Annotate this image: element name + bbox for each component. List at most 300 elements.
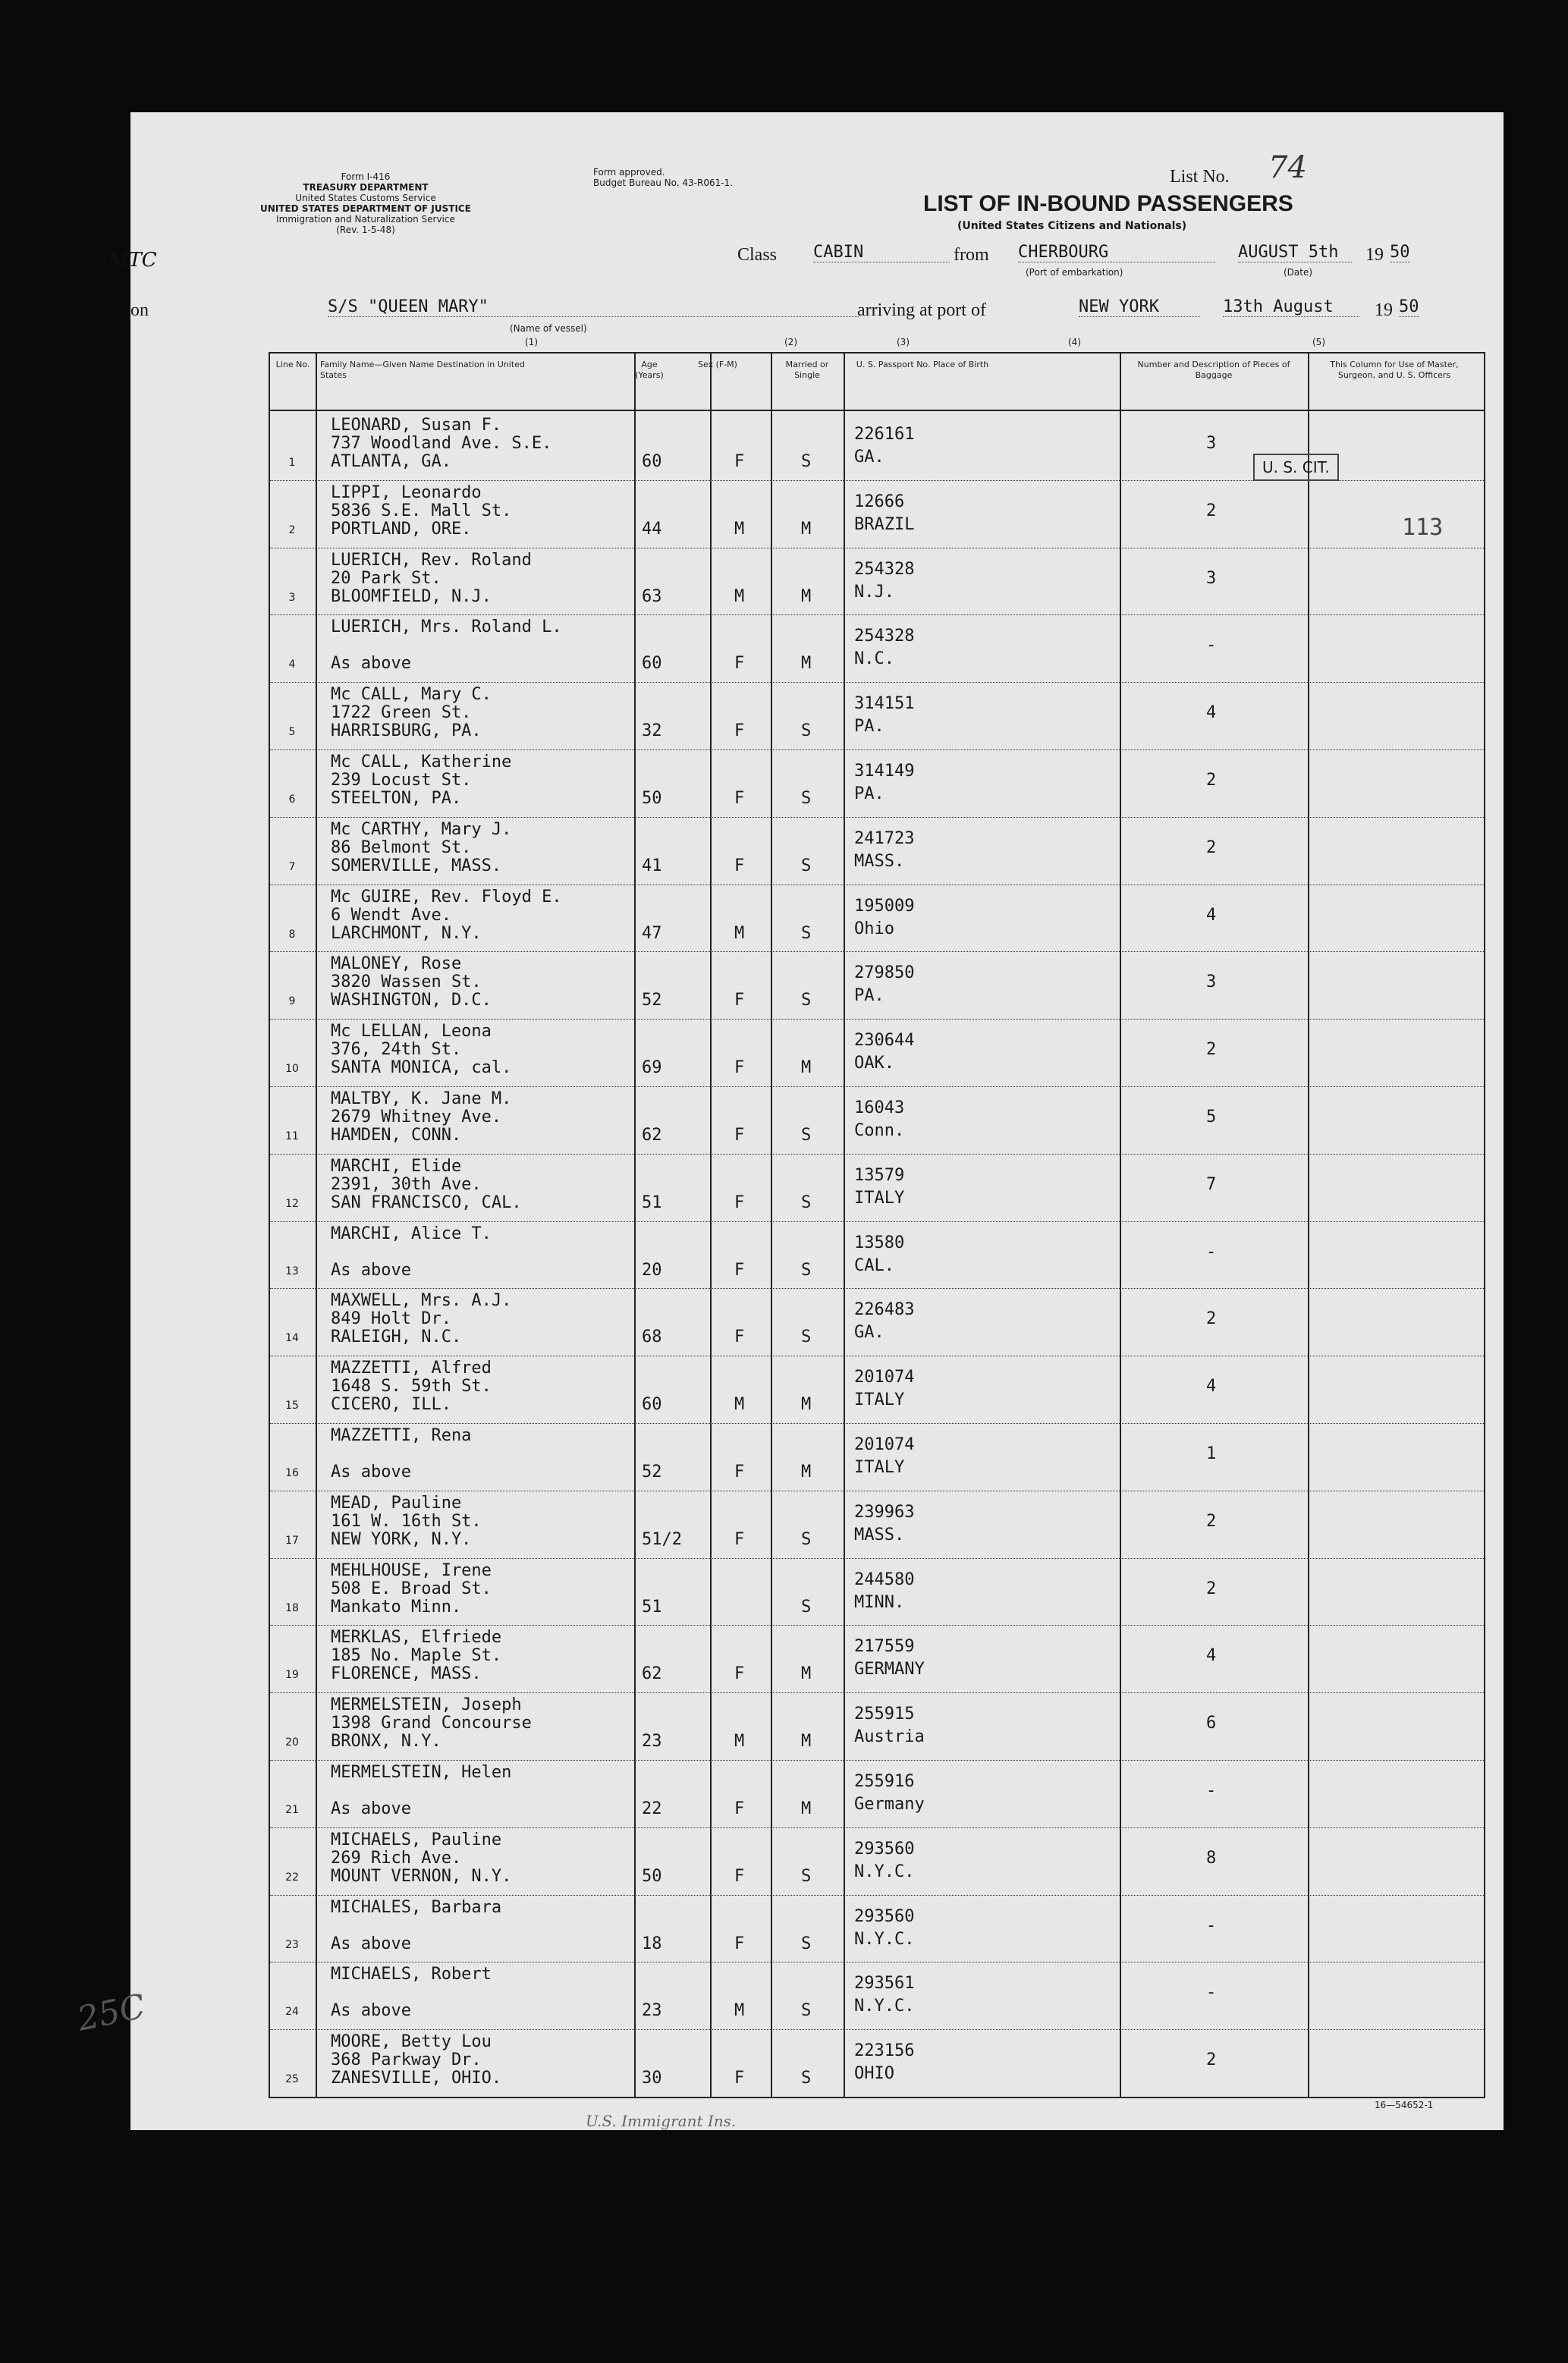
- baggage-count: 2: [1206, 1579, 1217, 1598]
- passenger-address: 86 Belmont St.: [331, 837, 472, 857]
- passenger-address: 161 W. 16th St.: [331, 1511, 482, 1531]
- baggage-count: 4: [1206, 703, 1217, 723]
- passenger-sex: F: [734, 1866, 745, 1886]
- passenger-city: NEW YORK, N.Y.: [331, 1529, 472, 1549]
- passenger-sex: M: [734, 2001, 745, 2021]
- passenger-city: As above: [331, 1260, 411, 1280]
- citizen-stamp: U. S. CIT.: [1253, 454, 1339, 481]
- passenger-sex: F: [734, 789, 745, 808]
- place-of-birth: OAK.: [854, 1054, 894, 1073]
- passenger-sex: F: [734, 1328, 745, 1347]
- passenger-name: MALTBY, K. Jane M.: [331, 1089, 512, 1108]
- passenger-address: 269 Rich Ave.: [331, 1848, 462, 1868]
- marital-status: S: [801, 1260, 812, 1280]
- passenger-name: Mc CALL, Mary C.: [331, 685, 492, 705]
- passenger-age: 60: [642, 1395, 662, 1415]
- line-number: 12: [285, 1197, 299, 1210]
- row-divider: [270, 1558, 1484, 1559]
- baggage-count: 2: [1206, 1040, 1217, 1060]
- line-number: 4: [288, 658, 296, 671]
- baggage-count: 4: [1206, 1646, 1217, 1666]
- row-divider: [270, 1221, 1484, 1222]
- passenger-address: 6 Wendt Ave.: [331, 905, 451, 925]
- baggage-count: 7: [1206, 1174, 1217, 1194]
- passenger-city: SANTA MONICA, cal.: [331, 1058, 512, 1078]
- passenger-age: 22: [642, 1799, 662, 1818]
- passport-number: 244580: [854, 1570, 915, 1589]
- passport-number: 226161: [854, 425, 915, 444]
- passenger-name: MARCHI, Elide: [331, 1156, 462, 1176]
- passenger-age: 41: [642, 856, 662, 875]
- passenger-address: 239 Locust St.: [331, 771, 472, 790]
- form-approved: Form approved.: [593, 167, 665, 178]
- passenger-name: MAXWELL, Mrs. A.J.: [331, 1291, 512, 1311]
- marital-status: S: [801, 1529, 812, 1549]
- port-caption: (Port of embarkation): [1026, 267, 1123, 278]
- passenger-sex: M: [734, 1732, 745, 1752]
- vessel-name: S/S "QUEEN MARY": [328, 297, 859, 317]
- passport-number: 314151: [854, 694, 915, 714]
- passport-number: 217559: [854, 1637, 915, 1657]
- col-header-baggage: Number and Description of Pieces of Baggage: [1137, 360, 1290, 380]
- manifest-page: [74, 112, 1504, 2130]
- row-divider: [270, 1760, 1484, 1761]
- passenger-sex: F: [734, 1126, 745, 1145]
- place-of-birth: N.J.: [854, 582, 894, 602]
- row-divider: [270, 1625, 1484, 1626]
- row-divider: [270, 817, 1484, 818]
- col-header-passport: U. S. Passport No. Place of Birth: [856, 360, 989, 369]
- baggage-count: 3: [1206, 973, 1217, 992]
- passenger-age: 60: [642, 654, 662, 674]
- passenger-sex: F: [734, 1058, 745, 1078]
- passenger-city: As above: [331, 2001, 411, 2021]
- passport-number: 226483: [854, 1300, 915, 1320]
- place-of-birth: GERMANY: [854, 1660, 925, 1680]
- line-number: 21: [285, 1804, 299, 1816]
- baggage-count: -: [1206, 1242, 1217, 1262]
- passenger-age: 23: [642, 2001, 662, 2021]
- departure-year: 50: [1390, 243, 1410, 262]
- passport-number: 241723: [854, 828, 915, 848]
- passenger-city: SAN FRANCISCO, CAL.: [331, 1192, 522, 1212]
- passenger-sex: F: [734, 1799, 745, 1818]
- page-title: LIST OF IN-BOUND PASSENGERS: [923, 191, 1293, 216]
- passenger-city: WASHINGTON, D.C.: [331, 991, 492, 1010]
- page-stamp-number: 113: [1402, 514, 1444, 541]
- passenger-address: 368 Parkway Dr.: [331, 2050, 482, 2070]
- passenger-city: MOUNT VERNON, N.Y.: [331, 1866, 512, 1886]
- passenger-name: MEHLHOUSE, Irene: [331, 1560, 492, 1580]
- passenger-city: As above: [331, 654, 411, 674]
- margin-code: /MTC: [102, 249, 157, 272]
- place-of-birth: ITALY: [854, 1458, 905, 1477]
- justice-dept: UNITED STATES DEPARTMENT OF JUSTICE: [260, 203, 471, 214]
- baggage-count: -: [1206, 636, 1217, 655]
- passenger-city: PORTLAND, ORE.: [331, 519, 472, 539]
- line-number: 5: [288, 726, 296, 739]
- passenger-age: 52: [642, 991, 662, 1010]
- place-of-birth: ITALY: [854, 1390, 905, 1410]
- passenger-city: HAMDEN, CONN.: [331, 1126, 462, 1145]
- arrival-port: NEW YORK: [1079, 297, 1200, 317]
- marital-status: M: [801, 519, 812, 539]
- baggage-count: 2: [1206, 1511, 1217, 1531]
- passenger-city: Mankato Minn.: [331, 1597, 462, 1617]
- passenger-city: ZANESVILLE, OHIO.: [331, 2069, 502, 2088]
- col-num-2: (2): [784, 337, 797, 347]
- passenger-age: 62: [642, 1126, 662, 1145]
- passenger-sex: M: [734, 1395, 745, 1415]
- place-of-birth: BRAZIL: [854, 514, 915, 534]
- passenger-city: BLOOMFIELD, N.J.: [331, 586, 492, 606]
- baggage-count: -: [1206, 1781, 1217, 1800]
- col-header-sex: Sex (F-M): [698, 360, 737, 369]
- line-number: 20: [285, 1736, 299, 1749]
- passenger-age: 50: [642, 789, 662, 808]
- passenger-name: Mc LELLAN, Leona: [331, 1022, 492, 1042]
- passenger-name: MALONEY, Rose: [331, 954, 462, 974]
- col-header-officers: This Column for Use of Master, Surgeon, and U. S. Officers: [1330, 360, 1459, 380]
- col-header-married: Married or Single: [785, 360, 829, 380]
- passenger-age: 69: [642, 1058, 662, 1078]
- row-divider: [270, 614, 1484, 615]
- class-value: CABIN: [813, 243, 950, 262]
- col-num-3: (3): [897, 337, 910, 347]
- passenger-sex: F: [734, 1463, 745, 1482]
- passenger-table: [269, 352, 1485, 2098]
- place-of-birth: ITALY: [854, 1188, 905, 1208]
- passenger-name: MICHALES, Barbara: [331, 1897, 502, 1917]
- passenger-age: 68: [642, 1328, 662, 1347]
- passenger-city: LARCHMONT, N.Y.: [331, 923, 482, 943]
- row-divider: [270, 682, 1484, 683]
- line-number: 19: [285, 1669, 299, 1682]
- baggage-count: 3: [1206, 434, 1217, 453]
- passenger-name: MAZZETTI, Alfred: [331, 1359, 492, 1378]
- passenger-name: MOORE, Betty Lou: [331, 2032, 492, 2052]
- passenger-age: 18: [642, 1934, 662, 1953]
- line-number: 6: [288, 793, 296, 806]
- passenger-address: 20 Park St.: [331, 568, 441, 588]
- passenger-city: As above: [331, 1799, 411, 1818]
- passenger-city: BRONX, N.Y.: [331, 1732, 441, 1752]
- marital-status: S: [801, 1126, 812, 1145]
- row-divider: [270, 1423, 1484, 1424]
- col-header-line-no: Line No.: [275, 360, 310, 369]
- line-number: 25: [285, 2073, 299, 2086]
- place-of-birth: GA.: [854, 448, 885, 467]
- passenger-age: 62: [642, 1664, 662, 1684]
- passenger-name: Mc GUIRE, Rev. Floyd E.: [331, 887, 562, 907]
- vessel-caption: (Name of vessel): [510, 323, 587, 334]
- row-divider: [270, 1895, 1484, 1896]
- passenger-address: 3820 Wassen St.: [331, 973, 482, 992]
- passenger-city: HARRISBURG, PA.: [331, 721, 482, 741]
- marital-status: S: [801, 1328, 812, 1347]
- row-divider: [270, 1154, 1484, 1155]
- marital-status: S: [801, 2069, 812, 2088]
- marital-status: M: [801, 586, 812, 606]
- immigration-service: Immigration and Naturalization Service: [276, 214, 455, 225]
- passenger-name: MAZZETTI, Rena: [331, 1426, 472, 1445]
- marital-status: S: [801, 856, 812, 875]
- passenger-age: 30: [642, 2069, 662, 2088]
- line-number: 18: [285, 1601, 299, 1614]
- passenger-address: 1398 Grand Concourse: [331, 1714, 532, 1733]
- place-of-birth: Germany: [854, 1795, 925, 1814]
- place-of-birth: CAL.: [854, 1255, 894, 1275]
- passport-number: 293560: [854, 1906, 915, 1926]
- passenger-city: As above: [331, 1934, 411, 1953]
- row-divider: [270, 749, 1484, 750]
- passport-number: 255916: [854, 1772, 915, 1791]
- passenger-city: STEELTON, PA.: [331, 789, 462, 808]
- place-of-birth: PA.: [854, 784, 885, 803]
- passport-number: 201074: [854, 1368, 915, 1387]
- passenger-city: SOMERVILLE, MASS.: [331, 856, 502, 875]
- passport-number: 13579: [854, 1165, 905, 1185]
- place-of-birth: OHIO: [854, 2064, 894, 2084]
- list-no-value: 74: [1268, 150, 1307, 185]
- passenger-address: 185 No. Maple St.: [331, 1646, 502, 1666]
- passenger-sex: F: [734, 1192, 745, 1212]
- baggage-count: 4: [1206, 1377, 1217, 1397]
- passenger-name: Mc CALL, Katherine: [331, 753, 512, 771]
- baggage-count: 2: [1206, 2050, 1217, 2070]
- passport-number: 13580: [854, 1233, 905, 1252]
- line-number: 10: [285, 1063, 299, 1076]
- passenger-sex: F: [734, 654, 745, 674]
- passenger-age: 32: [642, 721, 662, 741]
- passenger-sex: F: [734, 991, 745, 1010]
- passport-number: 254328: [854, 559, 915, 579]
- marital-status: M: [801, 1732, 812, 1752]
- passenger-name: LEONARD, Susan F.: [331, 416, 502, 435]
- baggage-count: 5: [1206, 1108, 1217, 1127]
- line-number: 7: [288, 860, 296, 873]
- passenger-age: 51: [642, 1192, 662, 1212]
- marital-status: S: [801, 991, 812, 1010]
- passenger-age: 20: [642, 1260, 662, 1280]
- baggage-count: 6: [1206, 1714, 1217, 1733]
- passenger-address: 508 E. Broad St.: [331, 1579, 492, 1598]
- passenger-address: 849 Holt Dr.: [331, 1309, 451, 1329]
- treasury-dept: TREASURY DEPARTMENT: [303, 182, 429, 193]
- passenger-sex: F: [734, 2069, 745, 2088]
- form-number: Form I-416: [341, 171, 391, 182]
- line-number: 8: [288, 928, 296, 941]
- line-number: 16: [285, 1467, 299, 1479]
- page-subtitle: (United States Citizens and Nationals): [957, 220, 1187, 232]
- line-number: 1: [288, 457, 296, 469]
- passenger-name: Mc CARTHY, Mary J.: [331, 819, 512, 839]
- row-divider: [270, 1288, 1484, 1289]
- baggage-count: -: [1206, 1915, 1217, 1935]
- arrival-date: 13th August: [1223, 297, 1359, 317]
- passenger-city: ATLANTA, GA.: [331, 452, 451, 471]
- marital-status: S: [801, 2001, 812, 2021]
- line-number: 24: [285, 2006, 299, 2019]
- passenger-age: 47: [642, 923, 662, 943]
- passenger-sex: F: [734, 1529, 745, 1549]
- place-of-birth: PA.: [854, 986, 885, 1006]
- line-number: 9: [288, 995, 296, 1008]
- passenger-sex: F: [734, 452, 745, 471]
- passenger-name: MERMELSTEIN, Helen: [331, 1763, 512, 1782]
- baggage-count: 1: [1206, 1444, 1217, 1463]
- line-number: 15: [285, 1400, 299, 1412]
- line-number: 23: [285, 1938, 299, 1951]
- approval-block: [593, 167, 733, 188]
- place-of-birth: GA.: [854, 1323, 885, 1343]
- passenger-sex: M: [734, 519, 745, 539]
- place-of-birth: MASS.: [854, 1525, 905, 1544]
- place-of-birth: N.C.: [854, 649, 894, 669]
- baggage-count: 2: [1206, 771, 1217, 790]
- row-divider: [270, 1692, 1484, 1693]
- revision-date: (Rev. 1-5-48): [336, 225, 395, 235]
- place-of-birth: MINN.: [854, 1592, 905, 1612]
- passenger-age: 44: [642, 519, 662, 539]
- baggage-count: 2: [1206, 501, 1217, 520]
- marital-status: S: [801, 1934, 812, 1953]
- marital-status: S: [801, 923, 812, 943]
- departure-year-prefix: 19: [1365, 245, 1384, 265]
- passenger-age: 51/2: [642, 1529, 682, 1549]
- passenger-sex: F: [734, 1664, 745, 1684]
- passenger-sex: F: [734, 856, 745, 875]
- col-header-age: Age (Years): [635, 360, 664, 380]
- col-num-5: (5): [1312, 337, 1325, 347]
- row-divider: [270, 1086, 1484, 1087]
- passenger-name: LUERICH, Rev. Roland: [331, 550, 532, 570]
- margin-note: 25C: [74, 1987, 149, 2039]
- passenger-name: LUERICH, Mrs. Roland L.: [331, 617, 562, 637]
- passport-number: 223156: [854, 2041, 915, 2061]
- line-number: 11: [285, 1130, 299, 1142]
- baggage-count: 3: [1206, 568, 1217, 588]
- passport-number: 195009: [854, 896, 915, 916]
- marital-status: M: [801, 1395, 812, 1415]
- arrival-year-prefix: 19: [1375, 300, 1393, 320]
- passenger-city: RALEIGH, N.C.: [331, 1328, 462, 1347]
- passenger-address: 1722 Green St.: [331, 703, 472, 723]
- passenger-address: 737 Woodland Ave. S.E.: [331, 434, 552, 453]
- customs-service: United States Customs Service: [295, 193, 436, 203]
- passenger-name: MERKLAS, Elfriede: [331, 1628, 502, 1648]
- col-num-4: (4): [1068, 337, 1081, 347]
- col-num-1: (1): [525, 337, 538, 347]
- baggage-count: 8: [1206, 1848, 1217, 1868]
- col-header-name: Family Name—Given Name Destination in United States: [320, 360, 525, 380]
- passenger-city: FLORENCE, MASS.: [331, 1664, 482, 1684]
- passenger-name: MARCHI, Alice T.: [331, 1224, 492, 1243]
- marital-status: S: [801, 789, 812, 808]
- form-id-block: [252, 171, 479, 235]
- line-number: 2: [288, 523, 296, 536]
- passport-number: 254328: [854, 627, 915, 646]
- passport-number: 293561: [854, 1974, 915, 1994]
- budget-bureau-no: Budget Bureau No. 43-R061-1.: [593, 178, 733, 188]
- passenger-name: MICHAELS, Robert: [331, 1965, 492, 1984]
- baggage-count: 2: [1206, 837, 1217, 857]
- place-of-birth: Ohio: [854, 919, 894, 938]
- passenger-name: MERMELSTEIN, Joseph: [331, 1695, 522, 1715]
- passenger-name: MEAD, Pauline: [331, 1493, 462, 1513]
- passenger-sex: F: [734, 721, 745, 741]
- on-label: on: [130, 300, 149, 320]
- marital-status: S: [801, 1597, 812, 1617]
- passenger-address: 5836 S.E. Mall St.: [331, 501, 512, 520]
- place-of-birth: N.Y.C.: [854, 1997, 915, 2016]
- list-no-label: List No.: [1170, 167, 1230, 187]
- bottom-note: U.S. Immigrant Ins.: [586, 2112, 737, 2130]
- marital-status: S: [801, 721, 812, 741]
- marital-status: S: [801, 452, 812, 471]
- passenger-city: As above: [331, 1463, 411, 1482]
- passport-number: 239963: [854, 1502, 915, 1522]
- passenger-city: CICERO, ILL.: [331, 1395, 451, 1415]
- date-caption: (Date): [1284, 267, 1313, 278]
- passport-number: 279850: [854, 963, 915, 983]
- passport-number: 255915: [854, 1705, 915, 1724]
- passport-number: 16043: [854, 1098, 905, 1117]
- baggage-count: 4: [1206, 905, 1217, 925]
- passenger-sex: F: [734, 1934, 745, 1953]
- passport-number: 201074: [854, 1435, 915, 1454]
- from-value: CHERBOURG: [1018, 243, 1215, 262]
- arriving-label: arriving at port of: [857, 300, 986, 320]
- marital-status: S: [801, 1866, 812, 1886]
- passenger-sex: F: [734, 1260, 745, 1280]
- place-of-birth: MASS.: [854, 851, 905, 871]
- place-of-birth: N.Y.C.: [854, 1929, 915, 1949]
- marital-status: M: [801, 1058, 812, 1078]
- passenger-age: 50: [642, 1866, 662, 1886]
- passenger-age: 23: [642, 1732, 662, 1752]
- marital-status: M: [801, 654, 812, 674]
- passenger-name: MICHAELS, Pauline: [331, 1830, 502, 1849]
- passenger-address: 1648 S. 59th St.: [331, 1377, 492, 1397]
- line-number: 14: [285, 1332, 299, 1345]
- baggage-count: -: [1206, 1983, 1217, 2003]
- place-of-birth: PA.: [854, 717, 885, 737]
- passenger-age: 60: [642, 452, 662, 471]
- form-code: 16—54652-1: [1375, 2100, 1434, 2110]
- departure-date: AUGUST 5th: [1238, 243, 1352, 262]
- passenger-age: 51: [642, 1597, 662, 1617]
- passenger-age: 63: [642, 586, 662, 606]
- passport-number: 314149: [854, 762, 915, 781]
- passenger-address: 2679 Whitney Ave.: [331, 1108, 502, 1127]
- place-of-birth: Austria: [854, 1727, 925, 1747]
- row-divider: [270, 2029, 1484, 2030]
- passport-number: 293560: [854, 1839, 915, 1859]
- marital-status: M: [801, 1463, 812, 1482]
- passenger-age: 52: [642, 1463, 662, 1482]
- line-number: 17: [285, 1534, 299, 1547]
- marital-status: M: [801, 1664, 812, 1684]
- passenger-name: LIPPI, Leonardo: [331, 482, 482, 502]
- line-number: 3: [288, 591, 296, 604]
- line-number: 13: [285, 1265, 299, 1277]
- passport-number: 230644: [854, 1031, 915, 1051]
- baggage-count: 2: [1206, 1309, 1217, 1329]
- arrival-year: 50: [1399, 297, 1419, 316]
- passenger-sex: M: [734, 586, 745, 606]
- passenger-sex: M: [734, 923, 745, 943]
